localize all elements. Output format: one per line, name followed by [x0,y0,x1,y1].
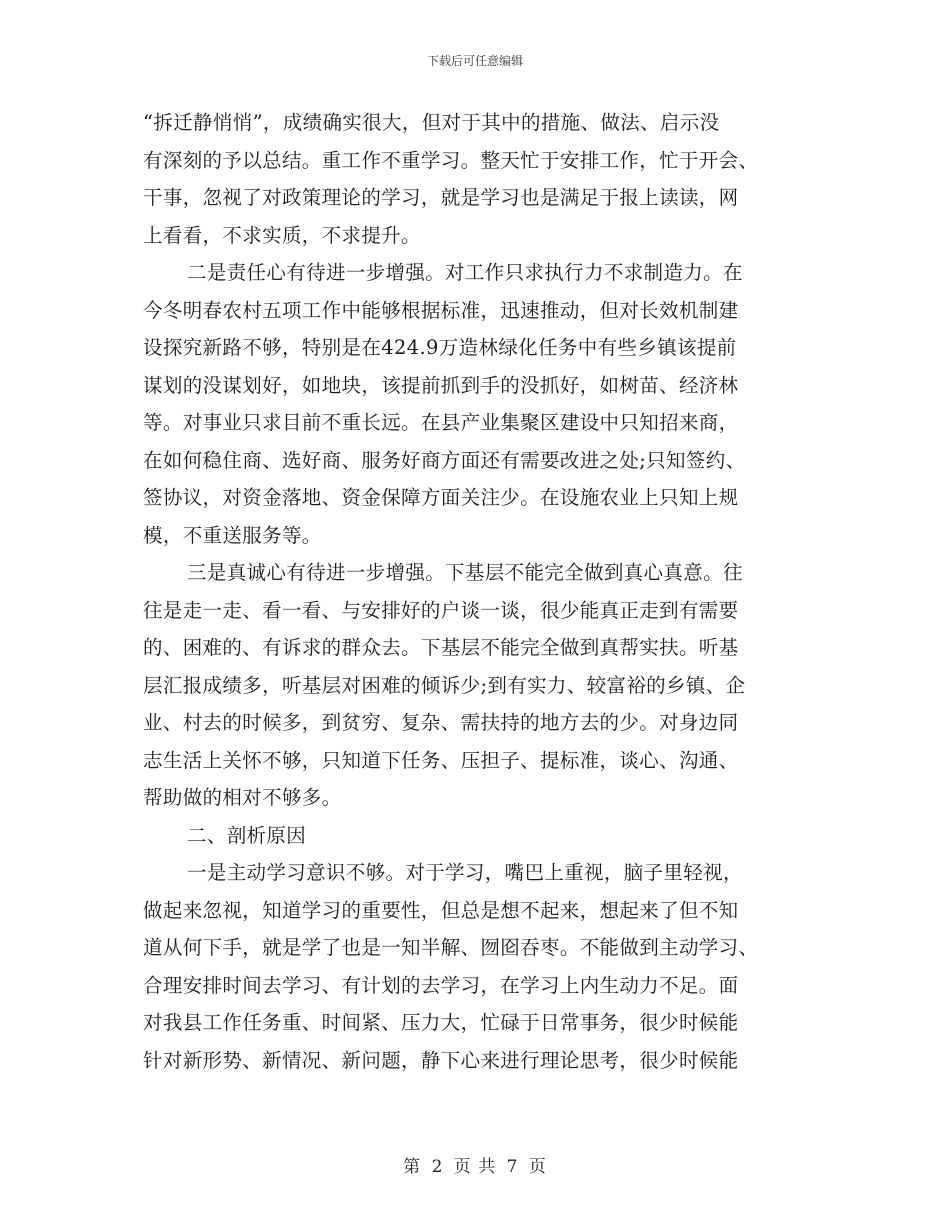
body-line: 合理安排时间去学习、有计划的去学习，在学习上内生动力不足。面 [143,973,739,997]
body-line: 帮助做的相对不够多。 [143,786,342,809]
page-header [0,52,950,69]
footer-suffix: 页 [528,1157,547,1177]
document-body [143,104,803,1079]
total-page-count: 7 [506,1157,519,1177]
body-line: 今冬明春农村五项工作中能够根据标准，迅速推动，但对长效机制建 [143,298,739,322]
body-line: 做起来忽视，知道学习的重要性，但总是想不起来，想起来了但不知 [143,898,739,922]
header-text: 下载后可任意编辑 [426,54,523,68]
body-line: 干事，忽视了对政策理论的学习，就是学习也是满足于报上读读，网 [143,186,739,209]
body-line: 对我县工作任务重、时间紧、压力大，忙碌于日常事务，很少时候能 [143,1011,739,1034]
paragraph-start-line: 二是责任心有待进一步增强。对工作只求执行力不求制造力。在 [187,261,743,284]
body-line: 上看看，不求实质，不求提升。 [143,223,421,247]
body-line: 的、困难的、有诉求的群众去。下基层不能完全做到真帮实扶。听基 [143,636,739,659]
footer-middle: 页 共 [453,1157,497,1177]
body-line: 业、村去的时候多，到贫穷、复杂、需扶持的地方去的少。对身边同 [143,711,739,734]
body-line: 等。对事业只求目前不重长远。在县产业集聚区建设中只知招来商， [143,411,739,434]
current-page-number: 2 [431,1157,444,1177]
body-line: 志生活上关怀不够，只知道下任务、压担子、提标准，谈心、沟通、 [143,748,739,772]
body-line: 针对新形势、新情况、新问题，静下心来进行理论思考，很少时候能 [143,1048,739,1072]
section-heading: 二、剖析原因 [187,823,307,847]
paragraph-start-line: 三是真诚心有待进一步增强。下基层不能完全做到真心真意。往 [187,561,743,584]
paragraph-start-line: 一是主动学习意识不够。对于学习，嘴巴上重视，脑子里轻视， [187,861,743,884]
footer-prefix: 第 [403,1157,422,1177]
body-line: 有深刻的予以总结。重工作不重学习。整天忙于安排工作，忙于开会、 [143,148,759,172]
body-line: 模，不重送服务等。 [143,523,322,547]
body-line: 层汇报成绩多，听基层对困难的倾诉少;到有实力、较富裕的乡镇、企 [143,673,746,697]
body-line: 道从何下手，就是学了也是一知半解、囫囵吞枣。不能做到主动学习、 [143,936,759,959]
body-line: 在如何稳住商、选好商、服务好商方面还有需要改进之处;只知签约、 [143,448,746,472]
body-line: 往是走一走、看一看、与安排好的户谈一谈，很少能真正走到有需要 [143,598,739,622]
page-footer [0,1152,950,1177]
body-line: “拆迁静悄悄”，成绩确实很大，但对于其中的措施、做法、启示没 [143,111,720,134]
body-line: 谋划的没谋划好，如地块，该提前抓到手的没抓好，如树苗、经济林 [143,373,739,397]
body-line: 设探究新路不够，特别是在424.9万造林绿化任务中有些乡镇该提前 [143,336,737,359]
body-line: 签协议，对资金落地、资金保障方面关注少。在设施农业上只知上规 [143,486,739,509]
